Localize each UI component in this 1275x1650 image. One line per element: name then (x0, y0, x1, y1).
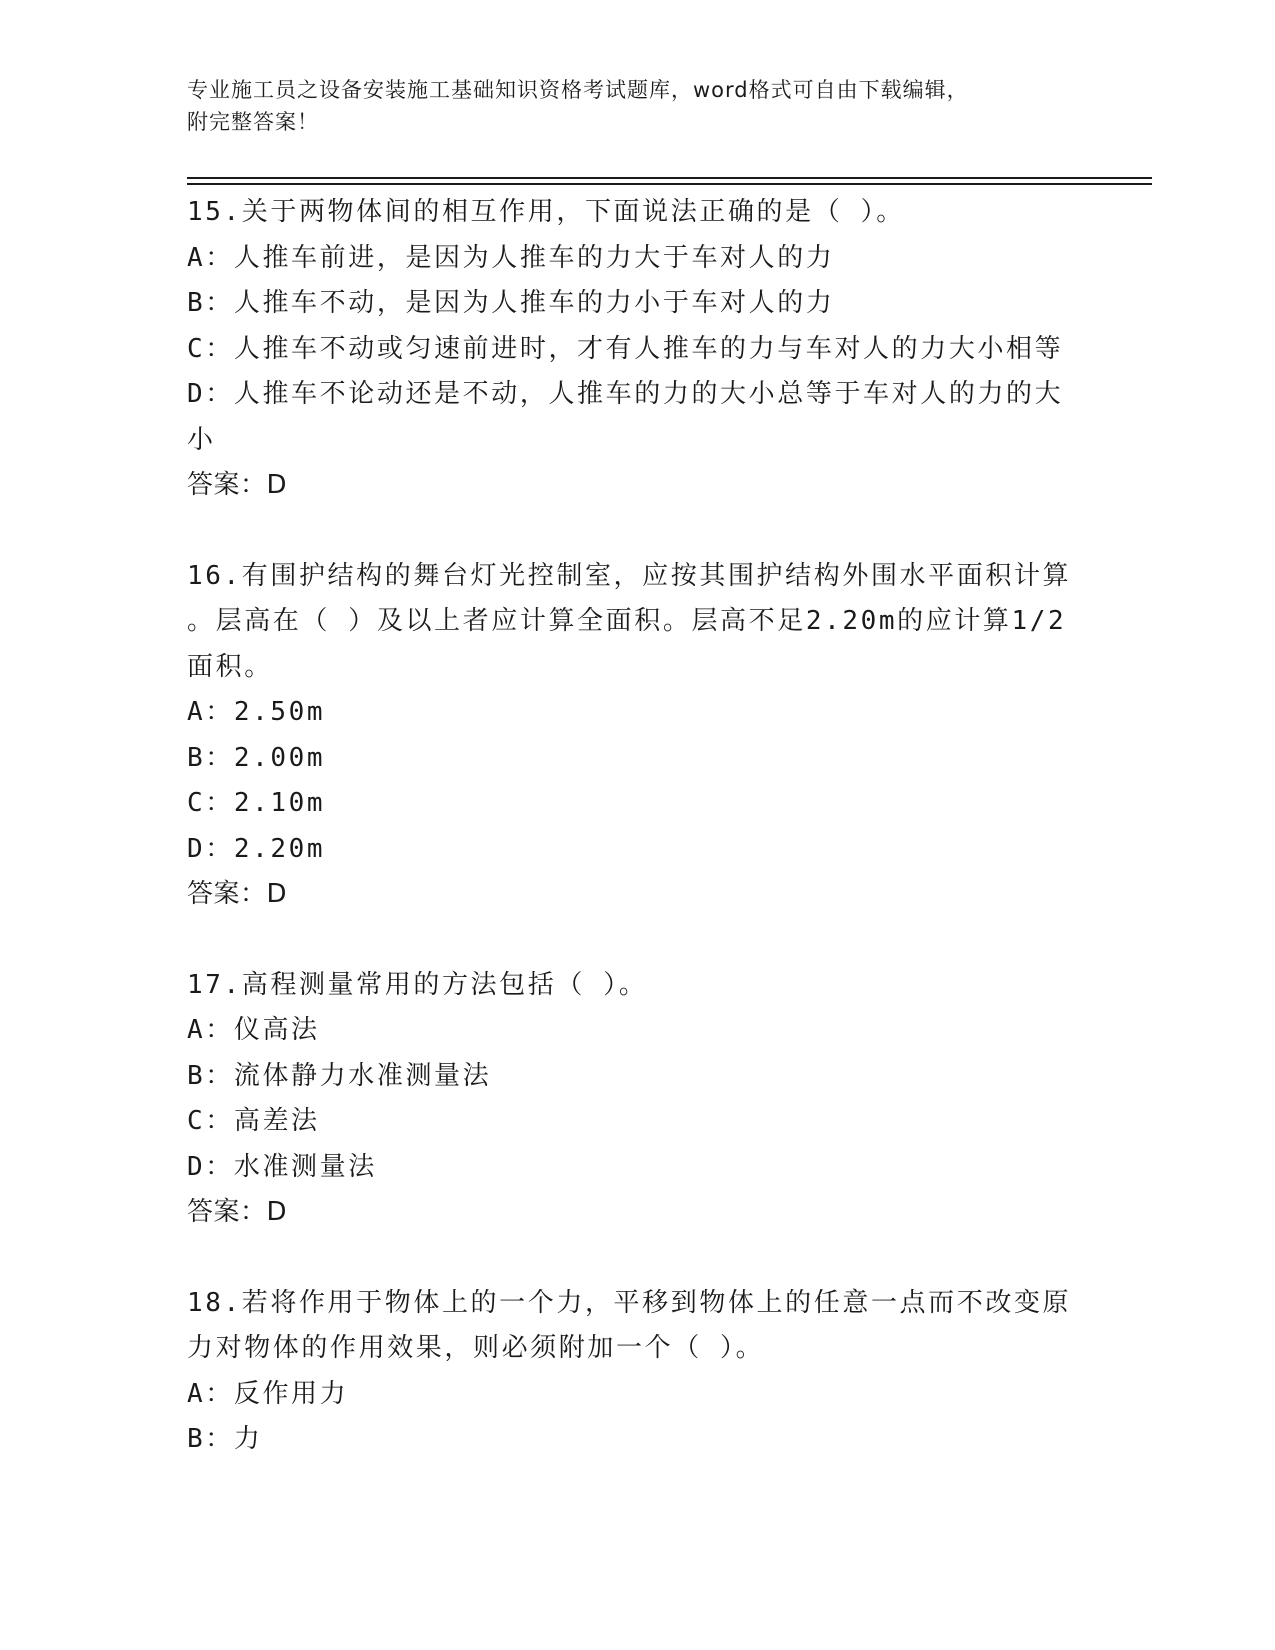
question-stem-continued: 面积。 (187, 651, 273, 682)
header-line-1: 专业施工员之设备安装施工基础知识资格考试题库，word格式可自由下载编辑， (187, 78, 969, 102)
option-d-continued: 小 (187, 424, 216, 455)
question-18 (187, 1281, 1077, 1463)
question-stem-continued: 。层高在（ ）及以上者应计算全面积。层高不足2.20m的应计算1/2 (187, 606, 1067, 636)
option-c: C：人推车不动或匀速前进时，才有人推车的力与车对人的力大小相等 (187, 333, 1064, 364)
option-b: B：人推车不动，是因为人推车的力小于车对人的力 (187, 288, 835, 318)
answer: 答案：D (187, 879, 288, 909)
option-a: A：人推车前进，是因为人推车的力大于车对人的力 (187, 242, 835, 273)
option-b: B：流体静力水准测量法 (187, 1060, 492, 1091)
option-a: A：仪高法 (187, 1015, 320, 1045)
question-stem: 16.有围护结构的舞台灯光控制室，应按其围护结构外围水平面积计算 (187, 560, 1072, 591)
question-stem: 15.关于两物体间的相互作用，下面说法正确的是（ ）。 (187, 197, 905, 227)
option-a: A：反作用力 (187, 1378, 349, 1409)
question-list (187, 190, 1077, 1463)
header-rule-top (187, 177, 1152, 179)
option-b: B：2.00m (187, 742, 326, 773)
option-c: C：高差法 (187, 1106, 320, 1136)
option-c: C：2.10m (187, 788, 326, 818)
option-b: B：力 (187, 1424, 263, 1454)
option-a: A：2.50m (187, 697, 326, 727)
option-d: D：人推车不论动还是不动，人推车的力的大小总等于车对人的力的大 (187, 379, 1064, 409)
answer: 答案：D (187, 1197, 288, 1227)
option-d: D：水准测量法 (187, 1151, 377, 1182)
question-17 (187, 963, 1077, 1236)
question-stem: 18.若将作用于物体上的一个力，平移到物体上的任意一点而不改变原 (187, 1287, 1072, 1318)
question-stem: 17.高程测量常用的方法包括（ ）。 (187, 969, 648, 1000)
header-line-2: 附完整答案！ (187, 110, 319, 134)
document-header (187, 74, 1067, 138)
question-16 (187, 554, 1077, 918)
question-stem-continued: 力对物体的作用效果，则必须附加一个（ ）。 (187, 1333, 765, 1363)
answer: 答案：D (187, 470, 288, 500)
header-rule-bottom (187, 183, 1152, 185)
question-15 (187, 190, 1077, 509)
option-d: D：2.20m (187, 833, 326, 864)
